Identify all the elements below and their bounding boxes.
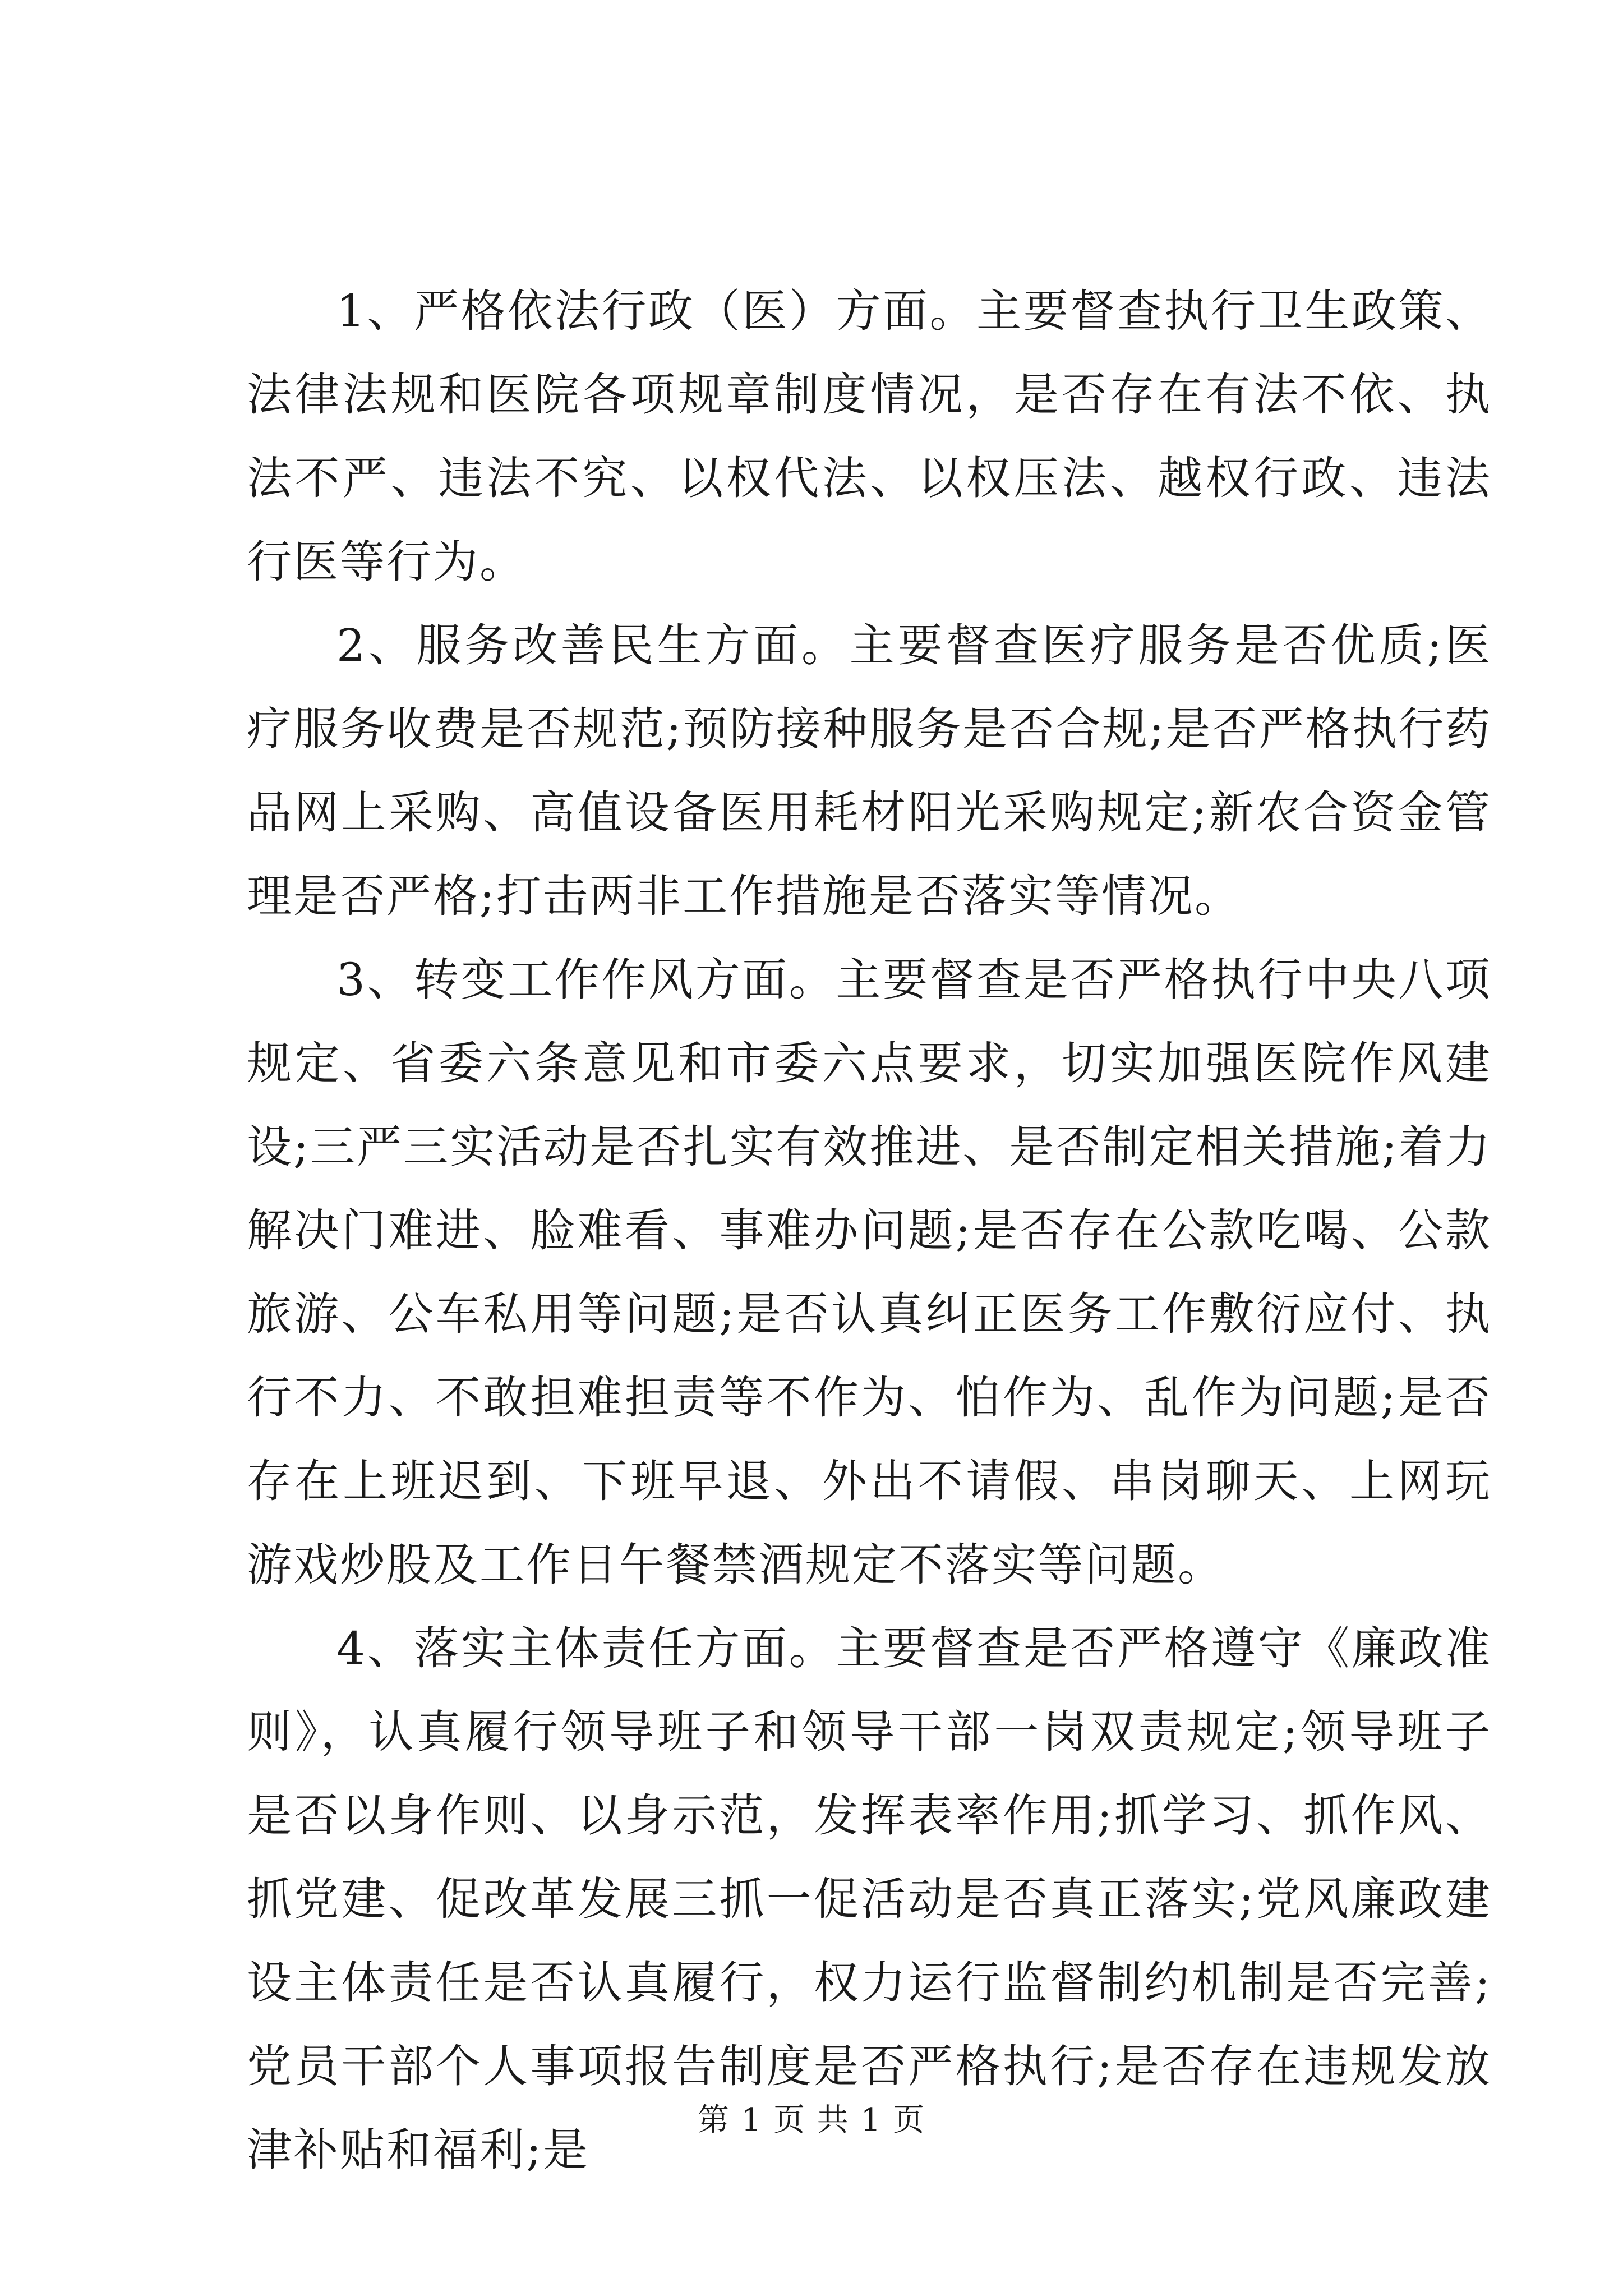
page-footer: 第 1 页 共 1 页 xyxy=(697,2102,926,2138)
paragraph-2: 2、服务改善民生方面。主要督查医疗服务是否优质;医疗服务收费是否规范;预防接种服务是否合规;是否严格执行药品网上采购、高值设备医用耗材阳光采购规定;新农合资金管理是否严格;打击两非工作措施是否落实等情况。 xyxy=(247,619,1492,922)
paragraph-3: 3、转变工作作风方面。主要督查是否严格执行中央八项规定、省委六条意见和市委六点要求，切实加强医院作风建设;三严三实活动是否扎实有效推进、是否制定相关措施;着力解决门难进、脸难看、事难办问题;是否存在公款吃喝、公款旅游、公车私用等问题;是否认真纠正医务工作敷衍应付、执行不力、不敢担难担责等不作为、怕作为、乱作为问题;是否存在上班迟到、下班早退、外出不请假、串岗聊天、上网玩游戏炒股及工作日午餐禁酒规定不落实等问题。 xyxy=(247,954,1492,1591)
document-body xyxy=(247,269,1492,2192)
paragraph-4: 4、落实主体责任方面。主要督查是否严格遵守《廉政准则》，认真履行领导班子和领导干部一岗双责规定;领导班子是否以身作则、以身示范，发挥表率作用;抓学习、抓作风、抓党建、促改革发展三抓一促活动是否真正落实;党风廉政建设主体责任是否认真履行，权力运行监督制约机制是否完善;党员干部个人事项报告制度是否严格执行;是否存在违规发放津补贴和福利;是 xyxy=(247,1622,1492,2176)
paragraph-1: 1、严格依法行政（医）方面。主要督查执行卫生政策、法律法规和医院各项规章制度情况，是否存在有法不依、执法不严、违法不究、以权代法、以权压法、越权行政、违法行医等行为。 xyxy=(247,285,1492,588)
